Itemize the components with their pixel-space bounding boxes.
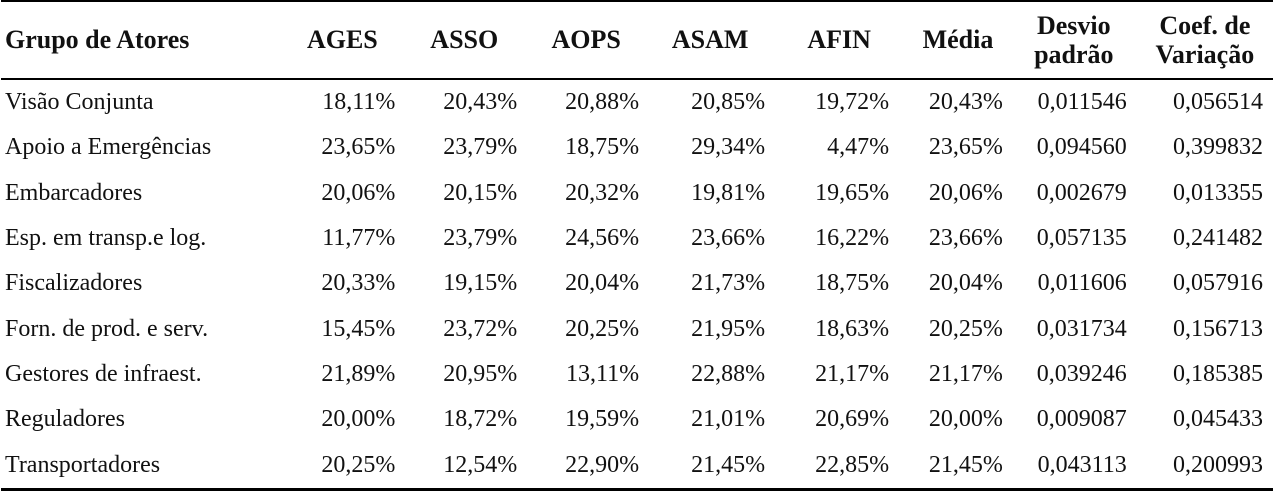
table-row: [1, 216, 1273, 261]
cell-media: 20,43%: [928, 89, 1003, 116]
cell-asam: 21,73%: [691, 270, 766, 297]
cell-aops: 20,04%: [565, 270, 640, 297]
cell-media: 20,00%: [928, 406, 1003, 433]
cell-asso: 20,15%: [443, 179, 518, 206]
table-row: [1, 306, 1273, 351]
cell-aops: 20,88%: [565, 89, 640, 116]
cell-asso: 18,72%: [443, 406, 518, 433]
cell-coef: 0,057916: [1173, 270, 1263, 297]
header-coef-line2: Variação: [1155, 40, 1255, 69]
cell-desvio: 0,009087: [1036, 406, 1127, 433]
cell-media: 21,45%: [905, 442, 1011, 489]
cell-ages: 20,06%: [321, 179, 396, 206]
header-asam: ASAM: [647, 1, 773, 79]
cell-coef: 0,013355: [1173, 179, 1263, 206]
table-row: [1, 442, 1273, 489]
cell-group: Forn. de prod. e serv.: [5, 315, 209, 342]
cell-ages: 21,89%: [321, 360, 396, 387]
header-coef: [1137, 1, 1273, 79]
cell-ages: 15,45%: [321, 315, 396, 342]
header-desvio-line2: padrão: [1034, 40, 1114, 69]
cell-aops: 20,25%: [565, 315, 640, 342]
cell-group: Visão Conjunta: [5, 89, 154, 116]
cell-afin: 18,75%: [815, 270, 890, 297]
cell-group: Transportadores: [1, 442, 281, 489]
cell-ages: 20,33%: [321, 270, 396, 297]
header-asso: ASSO: [403, 1, 525, 79]
cell-desvio: 0,043113: [1011, 442, 1137, 489]
header-row: [1, 1, 1273, 79]
cell-ages: 18,11%: [322, 89, 396, 116]
cell-media: 20,04%: [928, 270, 1003, 297]
cell-afin: 16,22%: [815, 225, 890, 252]
cell-desvio: 0,002679: [1036, 179, 1127, 206]
cell-media: 20,25%: [928, 315, 1003, 342]
cell-ages: 20,25%: [281, 442, 403, 489]
cell-desvio: 0,011546: [1037, 89, 1127, 116]
cell-afin: 22,85%: [773, 442, 905, 489]
cell-aops: 24,56%: [565, 225, 640, 252]
header-desvio: [1011, 1, 1137, 79]
cell-asam: 19,81%: [691, 179, 766, 206]
cell-asso: 23,72%: [443, 315, 518, 342]
cell-asam: 29,34%: [691, 134, 766, 161]
cell-ages: 23,65%: [321, 134, 396, 161]
cell-coef: 0,045433: [1173, 406, 1263, 433]
cell-group: Apoio a Emergências: [5, 134, 212, 161]
cell-asam: 21,45%: [647, 442, 773, 489]
cell-coef: 0,200993: [1137, 442, 1273, 489]
header-afin: AFIN: [773, 1, 905, 79]
cell-asam: 20,85%: [691, 89, 766, 116]
table-row: [1, 79, 1273, 125]
table-row: [1, 261, 1273, 306]
table-row: [1, 125, 1273, 170]
cell-aops: 19,59%: [565, 406, 640, 433]
cell-coef: 0,185385: [1173, 360, 1263, 387]
actors-statistics-table: [1, 0, 1273, 491]
cell-desvio: 0,094560: [1036, 134, 1127, 161]
header-desvio-line1: Desvio: [1036, 11, 1111, 40]
cell-group: Fiscalizadores: [5, 270, 143, 297]
cell-media: 23,65%: [928, 134, 1003, 161]
cell-afin: 20,69%: [815, 406, 890, 433]
cell-asso: 20,95%: [443, 360, 518, 387]
cell-media: 21,17%: [928, 360, 1003, 387]
cell-asso: 23,79%: [443, 225, 518, 252]
cell-ages: 20,00%: [321, 406, 396, 433]
cell-coef: 0,156713: [1173, 315, 1263, 342]
cell-desvio: 0,057135: [1036, 225, 1127, 252]
cell-group: Embarcadores: [5, 179, 143, 206]
cell-ages: 11,77%: [322, 225, 396, 252]
cell-aops: 18,75%: [565, 134, 640, 161]
cell-aops: 20,32%: [565, 179, 640, 206]
table-row: [1, 397, 1273, 442]
cell-asam: 21,01%: [691, 406, 766, 433]
cell-aops: 13,11%: [566, 360, 640, 387]
cell-desvio: 0,039246: [1036, 360, 1127, 387]
cell-desvio: 0,011606: [1037, 270, 1127, 297]
cell-aops: 22,90%: [525, 442, 647, 489]
header-aops: AOPS: [525, 1, 647, 79]
cell-coef: 0,241482: [1173, 225, 1263, 252]
cell-asam: 21,95%: [691, 315, 766, 342]
cell-afin: 21,17%: [815, 360, 890, 387]
cell-afin: 19,72%: [815, 89, 890, 116]
cell-asso: 23,79%: [443, 134, 518, 161]
header-media: Média: [905, 1, 1011, 79]
cell-coef: 0,056514: [1173, 89, 1263, 116]
cell-media: 23,66%: [928, 225, 1003, 252]
cell-desvio: 0,031734: [1036, 315, 1127, 342]
table-row: [1, 171, 1273, 216]
cell-asso: 19,15%: [443, 270, 518, 297]
cell-coef: 0,399832: [1173, 134, 1263, 161]
cell-asso: 12,54%: [403, 442, 525, 489]
table-row: [1, 352, 1273, 397]
cell-asam: 22,88%: [691, 360, 766, 387]
cell-group: Reguladores: [5, 406, 125, 433]
cell-asam: 23,66%: [691, 225, 766, 252]
cell-asso: 20,43%: [443, 89, 518, 116]
cell-afin: 18,63%: [815, 315, 890, 342]
header-ages: AGES: [281, 1, 403, 79]
cell-afin: 4,47%: [827, 134, 890, 161]
cell-group: Gestores de infraest.: [5, 360, 202, 387]
cell-afin: 19,65%: [815, 179, 890, 206]
cell-media: 20,06%: [928, 179, 1003, 206]
header-group: Grupo de Atores: [1, 1, 281, 79]
cell-group: Esp. em transp.e log.: [5, 225, 207, 252]
header-coef-line1: Coef. de: [1159, 11, 1251, 40]
